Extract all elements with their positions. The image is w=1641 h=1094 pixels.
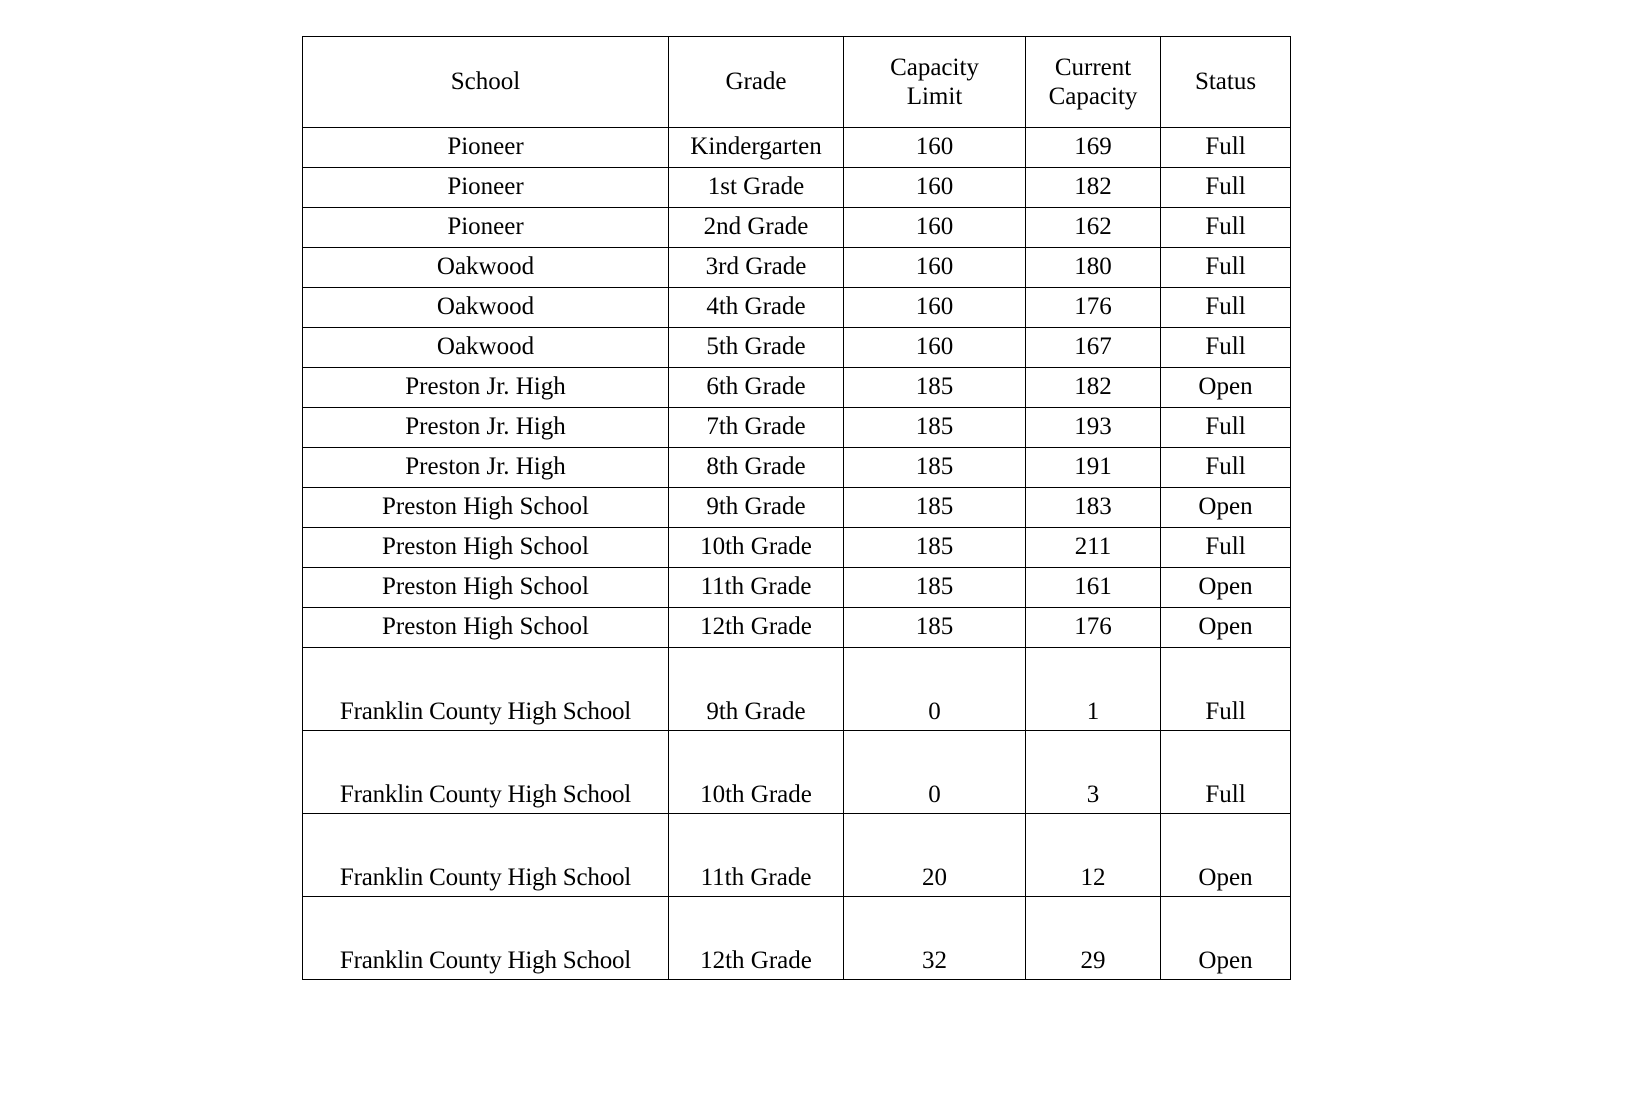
cell-school: Pioneer	[303, 128, 669, 168]
cell-school: Pioneer	[303, 208, 669, 248]
cell-school: Preston Jr. High	[303, 408, 669, 448]
cell-capacity-limit: 185	[844, 408, 1026, 448]
table-body	[303, 128, 1291, 980]
cell-capacity-limit: 20	[844, 814, 1026, 897]
table-row	[303, 168, 1291, 208]
table-row	[303, 731, 1291, 814]
cell-current-capacity: 162	[1026, 208, 1161, 248]
column-header-capacity-limit-line1: Capacity	[890, 53, 979, 81]
cell-current-capacity: 176	[1026, 288, 1161, 328]
cell-status: Full	[1161, 328, 1291, 368]
cell-status: Full	[1161, 731, 1291, 814]
cell-grade: 12th Grade	[669, 897, 844, 980]
cell-school: Preston High School	[303, 608, 669, 648]
cell-current-capacity: 180	[1026, 248, 1161, 288]
cell-school: Preston High School	[303, 488, 669, 528]
table-row	[303, 128, 1291, 168]
cell-capacity-limit: 160	[844, 168, 1026, 208]
cell-current-capacity: 183	[1026, 488, 1161, 528]
cell-grade: 8th Grade	[669, 448, 844, 488]
cell-school: Preston Jr. High	[303, 448, 669, 488]
column-header-capacity-limit	[844, 37, 1026, 128]
cell-capacity-limit: 185	[844, 608, 1026, 648]
cell-current-capacity: 169	[1026, 128, 1161, 168]
cell-current-capacity: 1	[1026, 648, 1161, 731]
cell-current-capacity: 12	[1026, 814, 1161, 897]
cell-capacity-limit: 185	[844, 448, 1026, 488]
cell-status: Full	[1161, 528, 1291, 568]
cell-grade: 11th Grade	[669, 814, 844, 897]
column-header-status: Status	[1161, 37, 1291, 128]
cell-grade: 5th Grade	[669, 328, 844, 368]
table-row	[303, 288, 1291, 328]
table-row	[303, 608, 1291, 648]
column-header-current-capacity-line1: Current	[1054, 53, 1132, 81]
cell-current-capacity: 191	[1026, 448, 1161, 488]
column-header-school: School	[303, 37, 669, 128]
cell-status: Full	[1161, 128, 1291, 168]
cell-grade: 9th Grade	[669, 648, 844, 731]
school-capacity-table	[302, 36, 1291, 980]
cell-capacity-limit: 160	[844, 128, 1026, 168]
table-row	[303, 248, 1291, 288]
cell-grade: 1st Grade	[669, 168, 844, 208]
cell-capacity-limit: 0	[844, 648, 1026, 731]
table-row	[303, 328, 1291, 368]
table-row	[303, 208, 1291, 248]
cell-school: Franklin County High School	[303, 814, 669, 897]
cell-status: Full	[1161, 248, 1291, 288]
cell-status: Full	[1161, 208, 1291, 248]
cell-current-capacity: 211	[1026, 528, 1161, 568]
cell-status: Full	[1161, 648, 1291, 731]
cell-current-capacity: 176	[1026, 608, 1161, 648]
cell-school: Oakwood	[303, 288, 669, 328]
table-header	[303, 37, 1291, 128]
table-row	[303, 897, 1291, 980]
cell-capacity-limit: 32	[844, 897, 1026, 980]
cell-status: Open	[1161, 814, 1291, 897]
cell-school: Preston High School	[303, 568, 669, 608]
cell-status: Open	[1161, 368, 1291, 408]
cell-school: Oakwood	[303, 328, 669, 368]
table-row	[303, 448, 1291, 488]
cell-current-capacity: 193	[1026, 408, 1161, 448]
cell-current-capacity: 29	[1026, 897, 1161, 980]
column-header-current-capacity	[1026, 37, 1161, 128]
cell-school: Pioneer	[303, 168, 669, 208]
cell-status: Open	[1161, 568, 1291, 608]
cell-school: Preston Jr. High	[303, 368, 669, 408]
table-row	[303, 488, 1291, 528]
cell-capacity-limit: 185	[844, 568, 1026, 608]
cell-grade: Kindergarten	[669, 128, 844, 168]
cell-grade: 10th Grade	[669, 528, 844, 568]
table-row	[303, 408, 1291, 448]
cell-school: Franklin County High School	[303, 897, 669, 980]
table-row	[303, 568, 1291, 608]
cell-grade: 10th Grade	[669, 731, 844, 814]
table-row	[303, 648, 1291, 731]
cell-school: Franklin County High School	[303, 731, 669, 814]
cell-grade: 4th Grade	[669, 288, 844, 328]
cell-grade: 9th Grade	[669, 488, 844, 528]
table-row	[303, 814, 1291, 897]
cell-capacity-limit: 160	[844, 288, 1026, 328]
cell-status: Full	[1161, 448, 1291, 488]
cell-status: Full	[1161, 408, 1291, 448]
cell-capacity-limit: 0	[844, 731, 1026, 814]
cell-grade: 3rd Grade	[669, 248, 844, 288]
cell-capacity-limit: 160	[844, 248, 1026, 288]
cell-capacity-limit: 185	[844, 488, 1026, 528]
table-row	[303, 528, 1291, 568]
table-row	[303, 368, 1291, 408]
cell-grade: 11th Grade	[669, 568, 844, 608]
cell-current-capacity: 167	[1026, 328, 1161, 368]
cell-grade: 7th Grade	[669, 408, 844, 448]
cell-capacity-limit: 185	[844, 368, 1026, 408]
cell-capacity-limit: 160	[844, 328, 1026, 368]
cell-school: Oakwood	[303, 248, 669, 288]
cell-current-capacity: 182	[1026, 168, 1161, 208]
cell-status: Open	[1161, 488, 1291, 528]
cell-school: Franklin County High School	[303, 648, 669, 731]
capacity-table-container	[302, 36, 1290, 980]
column-header-grade: Grade	[669, 37, 844, 128]
cell-capacity-limit: 185	[844, 528, 1026, 568]
cell-grade: 6th Grade	[669, 368, 844, 408]
cell-capacity-limit: 160	[844, 208, 1026, 248]
header-row	[303, 37, 1291, 128]
column-header-current-capacity-line2: Capacity	[1048, 83, 1138, 110]
cell-status: Open	[1161, 897, 1291, 980]
cell-current-capacity: 161	[1026, 568, 1161, 608]
cell-school: Preston High School	[303, 528, 669, 568]
cell-status: Open	[1161, 608, 1291, 648]
cell-grade: 2nd Grade	[669, 208, 844, 248]
cell-status: Full	[1161, 288, 1291, 328]
cell-grade: 12th Grade	[669, 608, 844, 648]
column-header-capacity-limit-line2: Limit	[906, 83, 963, 110]
cell-current-capacity: 3	[1026, 731, 1161, 814]
cell-status: Full	[1161, 168, 1291, 208]
cell-current-capacity: 182	[1026, 368, 1161, 408]
